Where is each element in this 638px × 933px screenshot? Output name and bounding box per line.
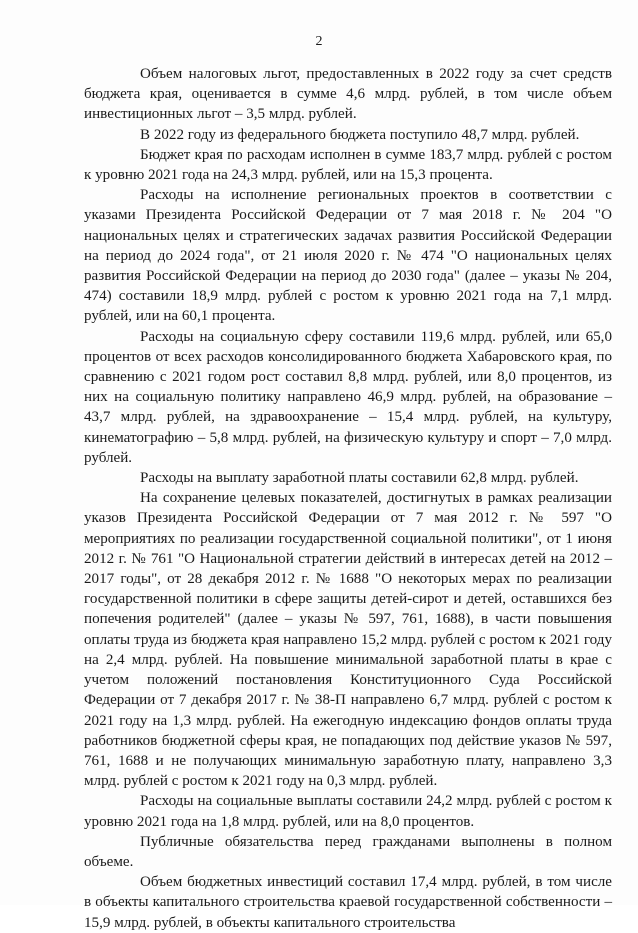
document-body — [84, 64, 612, 933]
paragraph-public-obligations: Публичные обязательства перед гражданами выполнены в полном объеме. — [84, 833, 612, 870]
paragraph-social-sphere: Расходы на социальную сферу составили 119,6 млрд. рублей, или 65,0 процентов от всех расходов консолидированного бюджета Хабаровского края, по сравнению с 2021 годом рост составил 8,8 млрд. рублей, или 8,0 процентов, из них на социальную политику направлено 46,9 млрд. рублей, на образование – 43,7 млрд. рублей, на здравоохранение – 15,4 млрд. рублей, на культуру, кинематографию – 5,8 млрд. рублей, на физическую культуру и спорт – 7,0 млрд. рублей. — [84, 328, 612, 466]
paragraph-social-payments: Расходы на социальные выплаты составили 24,2 млрд. рублей с ростом к уровню 2021 года на 1,8 млрд. рублей, или на 8,0 процентов. — [84, 793, 612, 830]
paragraph-federal-budget: В 2022 году из федерального бюджета поступило 48,7 млрд. рублей. — [140, 126, 580, 143]
paragraph-investments: Объем бюджетных инвестиций составил 17,4 млрд. рублей, в том числе в объекты капитального строительства краевой государственной собственности – 15,9 млрд. рублей, в объекты капитального строительства — [84, 874, 612, 931]
paragraph-regional-projects: Расходы на исполнение региональных проектов в соответствии с указами Президента Российской Федерации от 7 мая 2018 г. № 204 "О национальных целях и стратегических задачах развития Российской Федерации на период до 2024 года", от 21 июля 2020 г. № 474 "О национальных целях развития Российской Федерации на период до 2030 года" (далее – указы № 204, 474) составили 18,9 млрд. рублей с ростом к уровню 2021 года на 7,1 млрд. рублей, или на 60,1 процента. — [84, 187, 612, 325]
paragraph-target-indicators: На сохранение целевых показателей, достигнутых в рамках реализации указов Президента Российской Федерации от 7 мая 2012 г. № 597 "О мероприятиях по реализации государственной социальной политики", от 1 июня 2012 г. № 761 "О Национальной стратегии действий в интересах детей на 2012 – 2017 годы", от 28 декабря 2012 г. № 1688 "О некоторых мерах по реализации государственной политики в сфере защиты детей-сирот и детей, оставшихся без попечения родителей" (далее – указы № 597, 761, 1688), в части повышения оплаты труда из бюджета края направлено 15,2 млрд. рублей с ростом к 2021 году на 2,4 млрд. рублей. На повышение минимальной заработной платы в крае с учетом положений постановления Конституционного Суда Российской Федерации от 7 декабря 2017 г. № 38-П направлено 6,7 млрд. рублей с ростом к 2021 году на 1,3 млрд. рублей. На ежегодную индексацию фондов оплаты труда работников бюджетной сферы края, не попадающих под действие указов № 597, 761, 1688 и не получающих минимальную заработную плату, направлено 3,3 млрд. рублей с ростом к 2021 году на 0,3 млрд. рублей. — [84, 490, 612, 790]
page-number: 2 — [315, 34, 323, 49]
paragraph-wages: Расходы на выплату заработной платы составили 62,8 млрд. рублей. — [140, 470, 579, 487]
paragraph-tax-benefits: Объем налоговых льгот, предоставленных в 2022 году за счет средств бюджета края, оценивается в сумме 4,6 млрд. рублей, в том числе объем инвестиционных льгот – 3,5 млрд. рублей. — [84, 66, 612, 123]
paragraph-budget-expenditures: Бюджет края по расходам исполнен в сумме 183,7 млрд. рублей с ростом к уровню 2021 года на 24,3 млрд. рублей, или на 15,3 процента. — [84, 146, 612, 184]
